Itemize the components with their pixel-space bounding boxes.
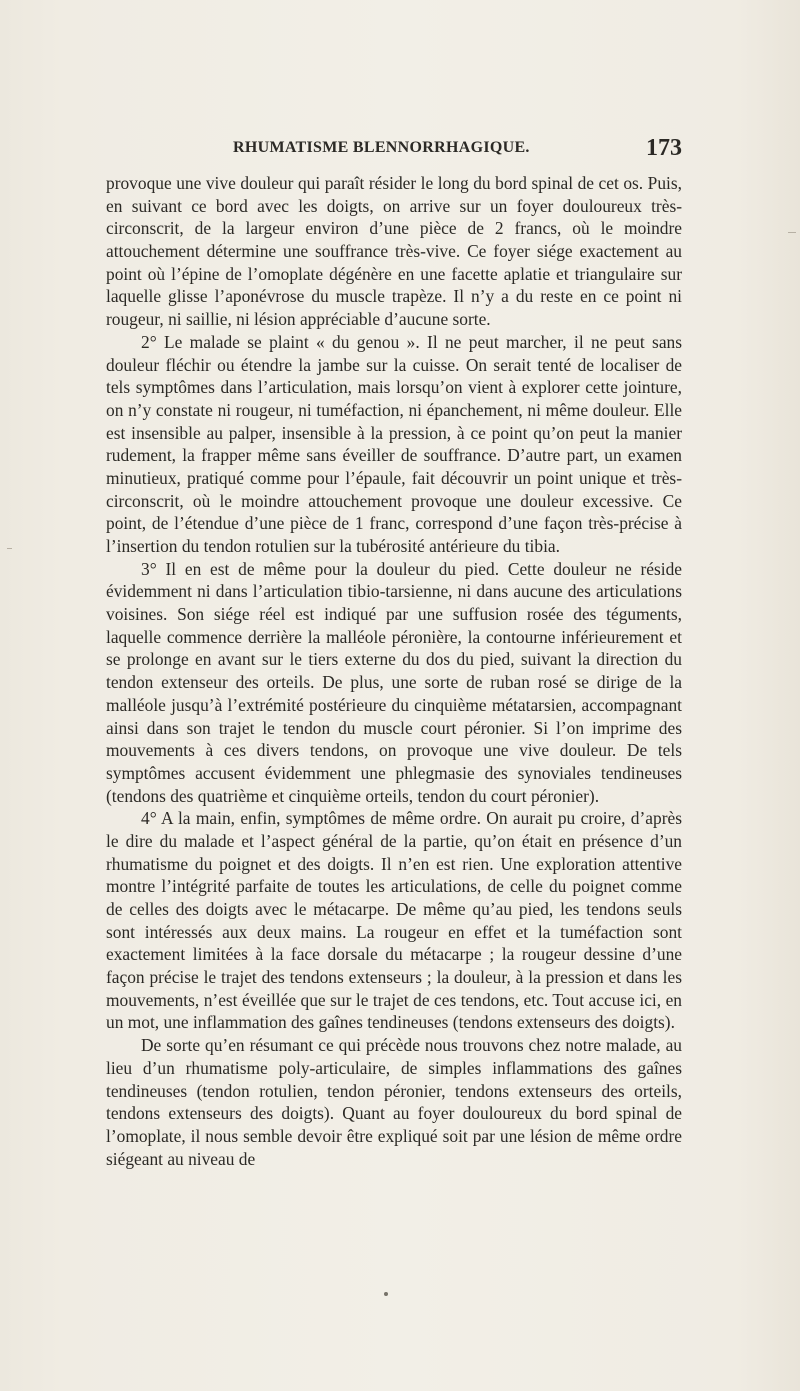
ink-spot bbox=[384, 1292, 388, 1296]
paragraph-summary: De sorte qu’en résumant ce qui précède nous trouvons chez notre malade, au lieu d’un rhumatisme poly-articulaire, de simples inflammations des gaînes tendineuses (tendon rotulien, tendon péronier, tendons extenseurs des orteils, tendons extenseurs des doigts). Quant au foyer douloureux du bord spinal de l’omoplate, il nous semble devoir être expliqué soit par une lésion de même ordre siégeant au niveau de bbox=[106, 1035, 682, 1169]
page-number: 173 bbox=[646, 135, 682, 161]
running-header bbox=[108, 135, 682, 164]
margin-mark bbox=[7, 548, 12, 549]
running-title: RHUMATISME BLENNORRHAGIQUE. bbox=[233, 139, 530, 156]
paragraph-foot: 3° Il en est de même pour la douleur du pied. Cette douleur ne réside évidemment ni dans l’articulation tibio-tarsienne, ni dans aucune des articulations voisines. Son siége réel est indiqué par une suffusion rosée des téguments, laquelle commence derrière la malléole péronière, la contourne inférieurement et se prolonge en avant sur le tiers externe du dos du pied, suivant la direction du tendon extenseur des orteils. De plus, une sorte de ruban rosé se dirige de la malléole jusqu’à l’extrémité postérieure du cinquième métatarsien, accompagnant ainsi dans son trajet le tendon du muscle court péronier. Si l’on imprime des mouvements à ces divers tendons, on provoque une vive douleur. De tels symptômes accusent évidemment une phlegmasie des synoviales tendineuses (tendons des quatrième et cinquième orteils, tendon du court péronier). bbox=[106, 558, 682, 806]
paragraph-hand: 4° A la main, enfin, symptômes de même ordre. On aurait pu croire, d’après le dire du malade et l’aspect général de la partie, qu’on était en présence d’un rhumatisme du poignet et des doigts. Il n’en est rien. Une exploration attentive montre l’intégrité parfaite de toutes les articulations, de celle du poignet comme de celles des doigts avec le métacarpe. De même qu’au pied, les tendons seuls sont intéressés aux deux mains. La rougeur en effet et la tuméfaction sont exactement limitées à la face dorsale du métacarpe ; la rougeur dessine d’une façon précise le trajet des tendons extenseurs ; la douleur, à la pression et dans les mouvements, n’est éveillée que sur le trajet de ces tendons, etc. Tout accuse ici, en un mot, une inflammation des gaînes tendineuses (tendons extenseurs des doigts). bbox=[106, 808, 682, 1033]
body-text bbox=[106, 172, 682, 1170]
paragraph-shoulder-continuation: provoque une vive douleur qui paraît résider le long du bord spinal de cet os. Puis, en suivant ce bord avec les doigts, on arrive sur un foyer douloureux très-circonscrit, de la largeur environ d’une pièce de 2 francs, où le moindre attouchement détermine une souffrance très-vive. Ce foyer siége exactement au point où l’épine de l’omoplate dégénère en une facette aplatie et triangulaire sur laquelle glisse l’aponévrose du muscle trapèze. Il n’y a du reste en ce point ni rougeur, ni saillie, ni lésion appréciable d’aucune sorte. bbox=[106, 173, 682, 330]
paragraph-knee: 2° Le malade se plaint « du genou ». Il ne peut marcher, il ne peut sans douleur fléchir ou étendre la jambe sur la cuisse. On serait tenté de localiser de tels symptômes dans l’articulation, mais lorsqu’on vient à explorer cette jointure, on n’y constate ni rougeur, ni tuméfaction, ni épanchement, ni même douleur. Elle est insensible au palper, insensible à la pression, à ce point qu’on peut la manier rudement, la frapper même sans éveiller de souffrance. D’autre part, un examen minutieux, pratiqué comme pour l’épaule, fait découvrir un point unique et très-circonscrit, où le moindre attouchement provoque une douleur excessive. Ce point, de l’étendue d’une pièce de 1 franc, correspond d’une façon très-précise à l’insertion du tendon rotulien sur la tubérosité antérieure du tibia. bbox=[106, 331, 682, 556]
margin-mark bbox=[788, 232, 796, 233]
